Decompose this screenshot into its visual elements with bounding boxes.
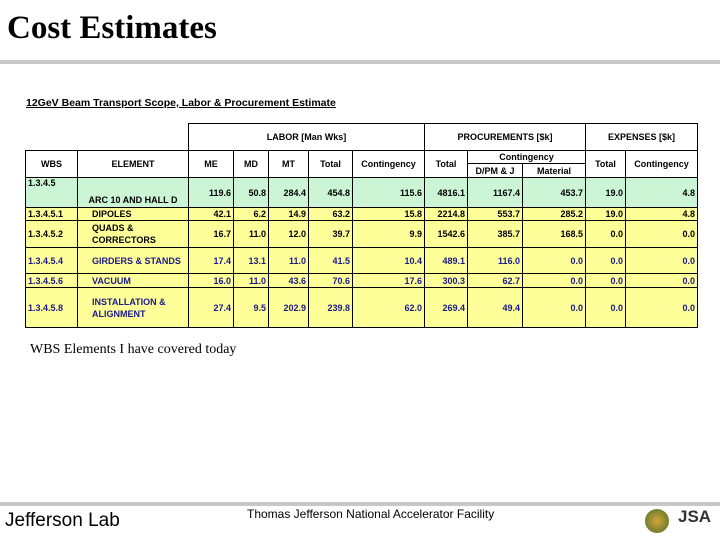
cell-element: QUADS & CORRECTORS bbox=[78, 221, 189, 248]
cell-p-total: 300.3 bbox=[425, 274, 468, 288]
header-total: Total bbox=[309, 151, 353, 178]
header-p-contingency: Contingency bbox=[468, 151, 586, 164]
table-row bbox=[26, 288, 698, 328]
cell-material: 0.0 bbox=[523, 248, 586, 274]
cell-element: ARC 10 AND HALL D bbox=[78, 178, 189, 208]
cell-p-total: 1542.6 bbox=[425, 221, 468, 248]
cell-p-total: 489.1 bbox=[425, 248, 468, 274]
cell-mt: 11.0 bbox=[269, 248, 309, 274]
header-e-total: Total bbox=[586, 151, 626, 178]
cell-element: VACUUM bbox=[78, 274, 189, 288]
cell-p-total: 269.4 bbox=[425, 288, 468, 328]
note-text: WBS Elements I have covered today bbox=[30, 342, 237, 357]
header-material: Material bbox=[523, 164, 586, 178]
cell-cont: 15.8 bbox=[353, 208, 425, 221]
cell-e-cont: 4.8 bbox=[626, 178, 698, 208]
cell-wbs: 1.3.4.5.8 bbox=[26, 288, 78, 328]
cell-mt: 284.4 bbox=[269, 178, 309, 208]
cell-e-cont: 0.0 bbox=[626, 221, 698, 248]
cell-e-cont: 0.0 bbox=[626, 274, 698, 288]
table-title: 12GeV Beam Transport Scope, Labor & Procurement Estimate bbox=[26, 97, 336, 109]
footer-divider bbox=[0, 502, 720, 506]
cell-md: 11.0 bbox=[234, 221, 269, 248]
cell-dpmj: 553.7 bbox=[468, 208, 523, 221]
cell-e-total: 19.0 bbox=[586, 178, 626, 208]
cell-me: 27.4 bbox=[189, 288, 234, 328]
header-md: MD bbox=[234, 151, 269, 178]
cell-total: 239.8 bbox=[309, 288, 353, 328]
cell-me: 16.0 bbox=[189, 274, 234, 288]
cell-material: 285.2 bbox=[523, 208, 586, 221]
cell-dpmj: 49.4 bbox=[468, 288, 523, 328]
header-me: ME bbox=[189, 151, 234, 178]
table-row bbox=[26, 221, 698, 248]
cell-me: 119.6 bbox=[189, 178, 234, 208]
cell-mt: 43.6 bbox=[269, 274, 309, 288]
cell-e-total: 0.0 bbox=[586, 248, 626, 274]
cell-mt: 12.0 bbox=[269, 221, 309, 248]
cell-dpmj: 1167.4 bbox=[468, 178, 523, 208]
cell-e-total: 19.0 bbox=[586, 208, 626, 221]
cell-mt: 202.9 bbox=[269, 288, 309, 328]
cell-me: 17.4 bbox=[189, 248, 234, 274]
jsa-logo: JSA bbox=[678, 507, 712, 526]
cell-e-cont: 0.0 bbox=[626, 248, 698, 274]
cell-e-cont: 4.8 bbox=[626, 208, 698, 221]
table-row bbox=[26, 248, 698, 274]
cell-total: 39.7 bbox=[309, 221, 353, 248]
cell-me: 16.7 bbox=[189, 221, 234, 248]
cell-wbs: 1.3.4.5.6 bbox=[26, 274, 78, 288]
cell-wbs: 1.3.4.5.2 bbox=[26, 221, 78, 248]
cell-e-total: 0.0 bbox=[586, 288, 626, 328]
cell-wbs: 1.3.4.5.1 bbox=[26, 208, 78, 221]
table-row bbox=[26, 274, 698, 288]
cell-material: 0.0 bbox=[523, 288, 586, 328]
cell-material: 168.5 bbox=[523, 221, 586, 248]
cell-total: 454.8 bbox=[309, 178, 353, 208]
group-labor: LABOR [Man Wks] bbox=[189, 124, 425, 151]
doe-seal-icon bbox=[645, 509, 669, 533]
cell-material: 0.0 bbox=[523, 274, 586, 288]
header-e-contingency: Contingency bbox=[626, 151, 698, 178]
table-row bbox=[26, 178, 698, 208]
cell-cont: 10.4 bbox=[353, 248, 425, 274]
cell-md: 50.8 bbox=[234, 178, 269, 208]
header-dpmj: D/PM & J bbox=[468, 164, 523, 178]
cell-md: 6.2 bbox=[234, 208, 269, 221]
divider bbox=[0, 60, 720, 64]
header-mt: MT bbox=[269, 151, 309, 178]
cell-e-cont: 0.0 bbox=[626, 288, 698, 328]
cell-me: 42.1 bbox=[189, 208, 234, 221]
table-row bbox=[26, 208, 698, 221]
header-element: ELEMENT bbox=[78, 151, 189, 178]
cell-total: 70.6 bbox=[309, 274, 353, 288]
slide-title: Cost Estimates bbox=[7, 10, 217, 46]
header-wbs: WBS bbox=[26, 151, 78, 178]
cell-cont: 62.0 bbox=[353, 288, 425, 328]
cell-wbs: 1.3.4.5.4 bbox=[26, 248, 78, 274]
header-contingency: Contingency bbox=[353, 151, 425, 178]
cell-element: INSTALLATION & ALIGNMENT bbox=[78, 288, 189, 328]
jefferson-lab-logo: Jefferson Lab bbox=[5, 510, 120, 531]
group-procurements: PROCUREMENTS [$k] bbox=[425, 124, 586, 151]
cell-cont: 17.6 bbox=[353, 274, 425, 288]
cell-p-total: 4816.1 bbox=[425, 178, 468, 208]
cell-md: 11.0 bbox=[234, 274, 269, 288]
group-expenses: EXPENSES [$k] bbox=[586, 124, 698, 151]
cell-dpmj: 62.7 bbox=[468, 274, 523, 288]
cell-total: 63.2 bbox=[309, 208, 353, 221]
cell-cont: 9.9 bbox=[353, 221, 425, 248]
cell-md: 13.1 bbox=[234, 248, 269, 274]
cell-total: 41.5 bbox=[309, 248, 353, 274]
cell-element: GIRDERS & STANDS bbox=[78, 248, 189, 274]
cell-e-total: 0.0 bbox=[586, 221, 626, 248]
cell-material: 453.7 bbox=[523, 178, 586, 208]
cell-mt: 14.9 bbox=[269, 208, 309, 221]
cell-cont: 115.6 bbox=[353, 178, 425, 208]
cell-md: 9.5 bbox=[234, 288, 269, 328]
cell-e-total: 0.0 bbox=[586, 274, 626, 288]
cell-wbs: 1.3.4.5 bbox=[26, 178, 78, 208]
facility-name: Thomas Jefferson National Accelerator Facility bbox=[247, 507, 495, 521]
cell-dpmj: 385.7 bbox=[468, 221, 523, 248]
cell-element: DIPOLES bbox=[78, 208, 189, 221]
cell-p-total: 2214.8 bbox=[425, 208, 468, 221]
cell-dpmj: 116.0 bbox=[468, 248, 523, 274]
cost-table bbox=[25, 123, 698, 328]
header-p-total: Total bbox=[425, 151, 468, 178]
